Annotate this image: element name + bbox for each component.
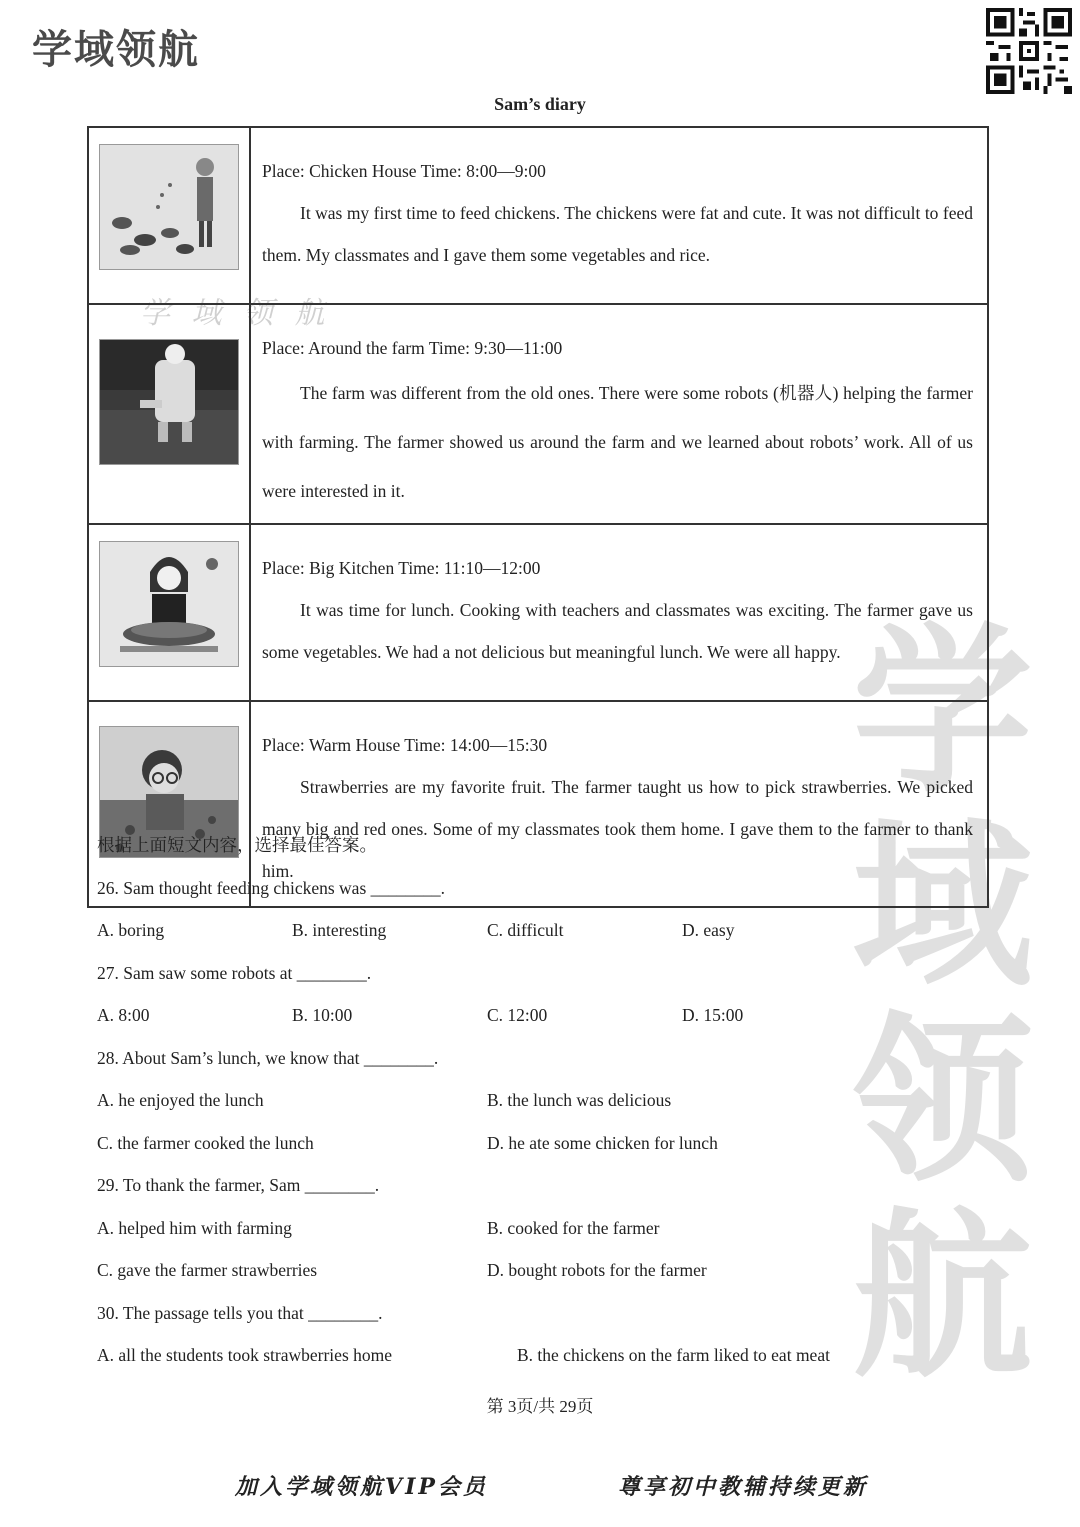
question-section [97,832,877,1385]
question-stem: 26. Sam thought feeding chickens was ________. [97,877,446,898]
option: D. bought robots for the farmer [487,1260,707,1280]
watermark-char: 域 [852,803,1033,1012]
option-row [97,1257,877,1300]
entry-place-time: Place: Around the farm Time: 9:30—11:00 [262,338,563,358]
entry-text: It was time for lunch. Cooking with teachers and classmates was exciting. The farmer gave us some vegetables. We had a not delicious but meaningful lunch. We were all happy. [262,600,973,662]
watermark-char: 领 [852,998,1033,1207]
option: D. he ate some chicken for lunch [487,1132,718,1153]
question-stem: 27. Sam saw some robots at ________. [97,962,372,983]
diary-table [87,126,989,908]
page-number: 第 3页/共 29页 [486,1397,594,1416]
option: A. all the students took strawberries home [97,1345,393,1365]
option-row [97,1130,877,1173]
option: C. 12:00 [487,1005,548,1025]
cooking-picture [99,541,239,667]
chicken-feeding-picture [99,144,239,270]
entry-text: The farm was different from the old ones. There were some robots (机器人) helping the farmer with farming. The farmer showed us around the farm and we learned about robots’ work. All of us were interested in it. [262,383,973,501]
entry-place-time: Place: Chicken House Time: 8:00—9:00 [262,161,546,181]
option: B. cooked for the farmer [487,1217,660,1238]
diary-entry [88,304,988,524]
option: B. interesting [292,920,387,940]
entry-text: Strawberries are my favorite fruit. The farmer taught us how to pick strawberries. We picked many big and red ones. Some of my classmates took them home. I gave them to the farmer to thank him. [262,777,973,881]
option: D. easy [682,920,735,940]
brand-logo: 学域领航 [32,27,200,73]
option: C. difficult [487,920,564,940]
option-row [97,1002,877,1045]
option: B. 10:00 [292,1005,353,1025]
promo-left: 加入学域领航VIP会员 [235,1474,488,1500]
option-row [97,1087,877,1130]
option: A. 8:00 [97,1005,150,1025]
diary-entry [88,127,988,304]
option: A. helped him with farming [97,1217,292,1238]
option: C. gave the farmer strawberries [97,1260,318,1280]
option: C. the farmer cooked the lunch [97,1132,314,1153]
document-title: Sam’s diary [494,94,586,114]
question-stem: 30. The passage tells you that ________. [97,1302,383,1323]
option-row [97,917,877,960]
qr-code-icon [986,8,1072,94]
option: A. he enjoyed the lunch [97,1090,264,1110]
instruction: 根据上面短文内容，选择最佳答案。 [97,835,377,855]
option: D. 15:00 [682,1005,744,1025]
option-row [97,1342,877,1385]
diary-entry [88,524,988,701]
question-stem: 28. About Sam’s lunch, we know that ________. [97,1047,439,1068]
watermark-char: 航 [852,1193,1033,1402]
option-row [97,1215,877,1258]
option: B. the chickens on the farm liked to eat meat [517,1345,830,1365]
entry-text: It was my first time to feed chickens. The chickens were fat and cute. It was not difficult to feed them. My classmates and I gave them some vegetables and rice. [262,203,973,265]
watermark-small: 学 域 领 航 [140,296,331,331]
entry-place-time: Place: Big Kitchen Time: 11:10—12:00 [262,558,541,578]
watermark-char: 学 [852,608,1033,817]
farm-robot-picture [99,339,239,465]
option: B. the lunch was delicious [487,1090,672,1110]
entry-place-time: Place: Warm House Time: 14:00—15:30 [262,735,548,755]
promo-right: 尊享初中教辅持续更新 [618,1474,869,1500]
option: A. boring [97,920,165,940]
question-stem: 29. To thank the farmer, Sam ________. [97,1175,380,1195]
